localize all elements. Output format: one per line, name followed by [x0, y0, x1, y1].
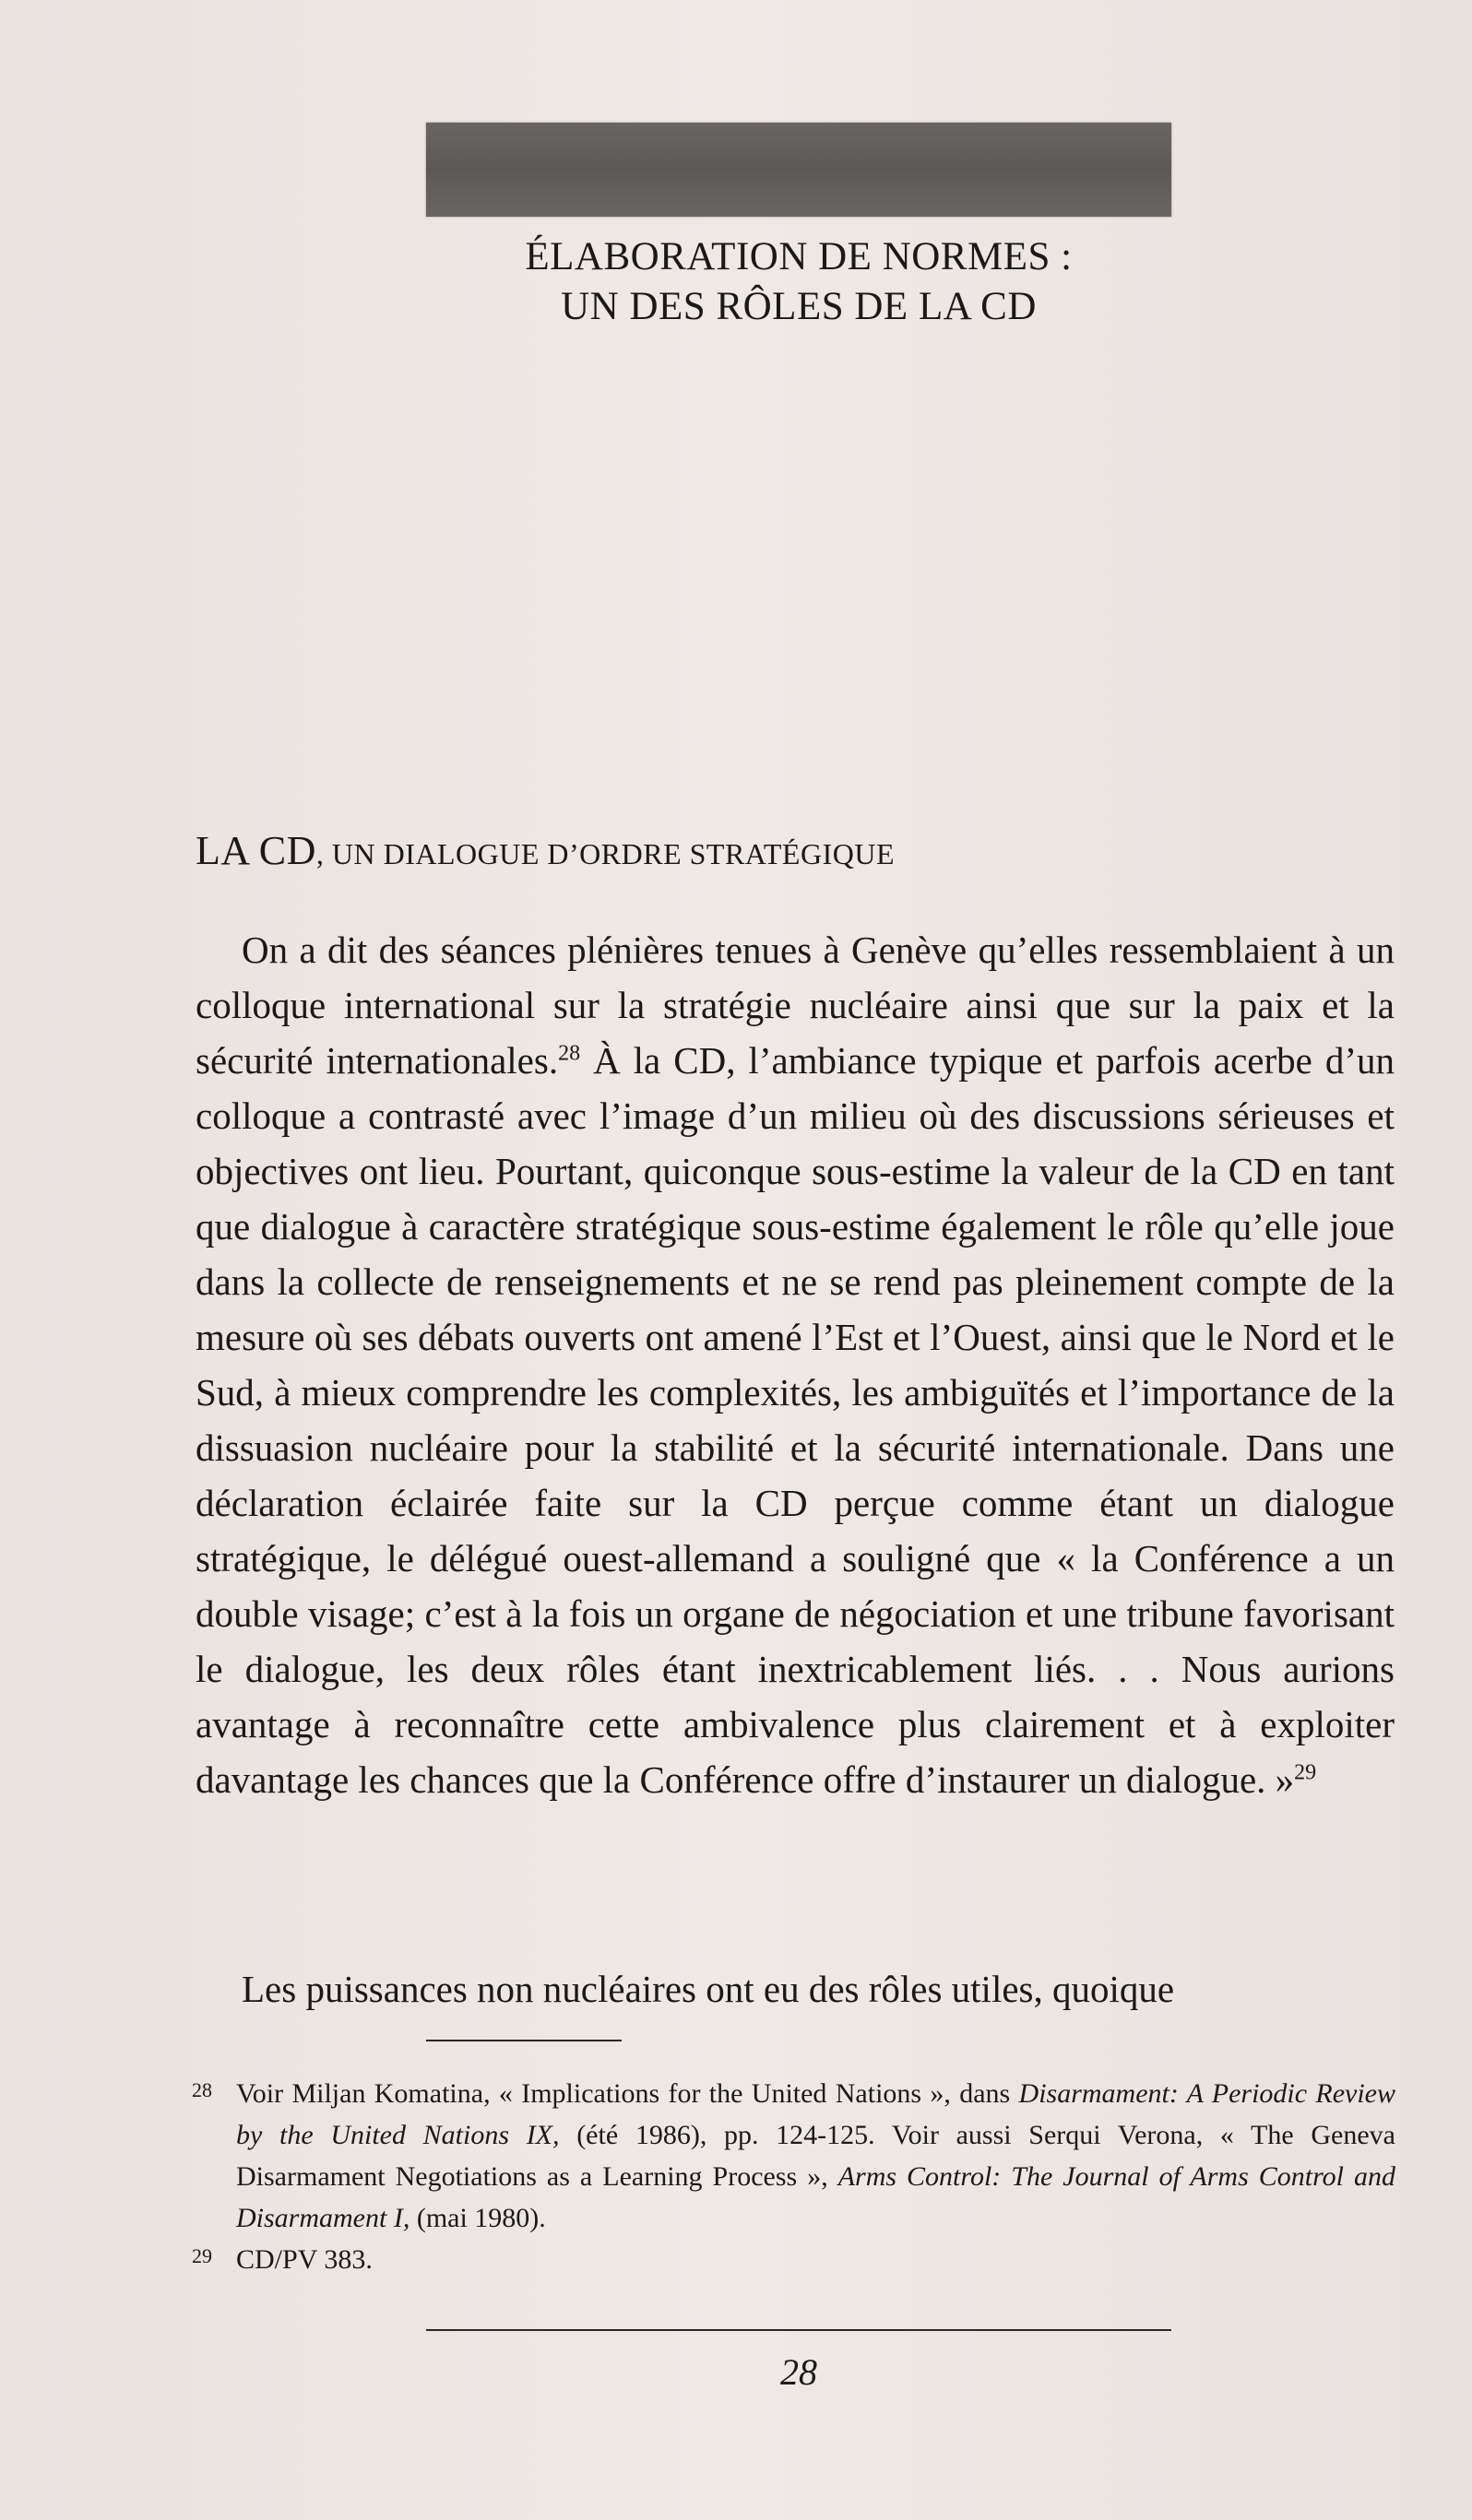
paragraph-1	[196, 922, 1395, 1807]
footnote-ref-29: 29	[1294, 1760, 1317, 1785]
footnote-29	[192, 2239, 1395, 2280]
paragraph-1-text-a: On a dit des séances plénières tenues à Genève qu’elles ressemblaient à un colloque international sur la stratégie nucléaire ainsi que sur la paix et la sécurité internationales.	[196, 929, 1395, 1082]
footnote-rule	[426, 2040, 622, 2041]
footnote-title: Arms Control: The Journal of Arms Control and Disarmament I,	[236, 2161, 1395, 2233]
footnote-text: (mai 1980).	[410, 2203, 546, 2233]
footnote-text: (été 1986), pp. 124-125. Voir aussi Serqui Verona, « The Geneva Disarmament Negotiations as a Learning Process »,	[236, 2120, 1395, 2192]
footnotes	[192, 2073, 1395, 2280]
footnote-text: Voir Miljan Komatina, « Implications for the United Nations », dans	[236, 2078, 1019, 2109]
running-head-line-1: ÉLABORATION DE NORMES :	[525, 235, 1073, 278]
footnote-ref-28: 28	[558, 1041, 581, 1066]
section-heading-initial: L	[196, 828, 221, 873]
footnote-number: 28	[192, 2078, 212, 2101]
footnote-title: Disarmament: A Periodic Review by the United Nations IX,	[236, 2078, 1395, 2150]
section-heading-part-1: A CD	[220, 828, 316, 873]
footnote-number: 29	[192, 2244, 212, 2267]
paragraph-2	[196, 1961, 1395, 2017]
section-heading-rest: , UN DIALOGUE D’ORDRE STRATÉGIQUE	[315, 837, 895, 870]
bottom-rule	[426, 2329, 1171, 2331]
footnote-text: CD/PV 383.	[236, 2244, 373, 2275]
header-bar	[426, 123, 1171, 217]
footnote-28	[192, 2073, 1395, 2239]
section-heading	[196, 825, 1395, 880]
running-head	[426, 232, 1171, 332]
paragraph-1-text-b: À la CD, l’ambiance typique et parfois acerbe d’un colloque a contrasté avec l’image d’un milieu où des discussions sérieuses et objectives ont lieu. Pourtant, quiconque sous-estime la valeur de la CD en tant que dialogue à caractère stratégique sous-estime également le rôle qu’elle joue dans la collecte de renseignements et ne se rend pas pleinement compte de la mesure où ses débats ouverts ont amené l’Est et l’Ouest, ainsi que le Nord et le Sud, à mieux comprendre les complexités, les ambiguïtés et l’importance de la dissuasion nucléaire pour la stabilité et la sécurité internationale. Dans une déclaration éclairée faite sur la CD perçue comme étant un dialogue stratégique, le délégué ouest-allemand a souligné que « la Conférence a un double visage; c’est à la fois un organe de négociation et une tribune favorisant le dialogue, les deux rôles étant inextricablement liés. . . Nous aurions avantage à reconnaître cette ambivalence plus clairement et à exploiter davantage les chances que la Conférence offre d’instaurer un dialogue. »	[196, 1039, 1395, 1801]
running-head-line-2: UN DES RÔLES DE LA CD	[561, 285, 1037, 328]
paragraph-2-text: Les puissances non nucléaires ont eu des rôles utiles, quoique	[242, 1968, 1175, 2010]
page-number: 28	[780, 2351, 817, 2393]
